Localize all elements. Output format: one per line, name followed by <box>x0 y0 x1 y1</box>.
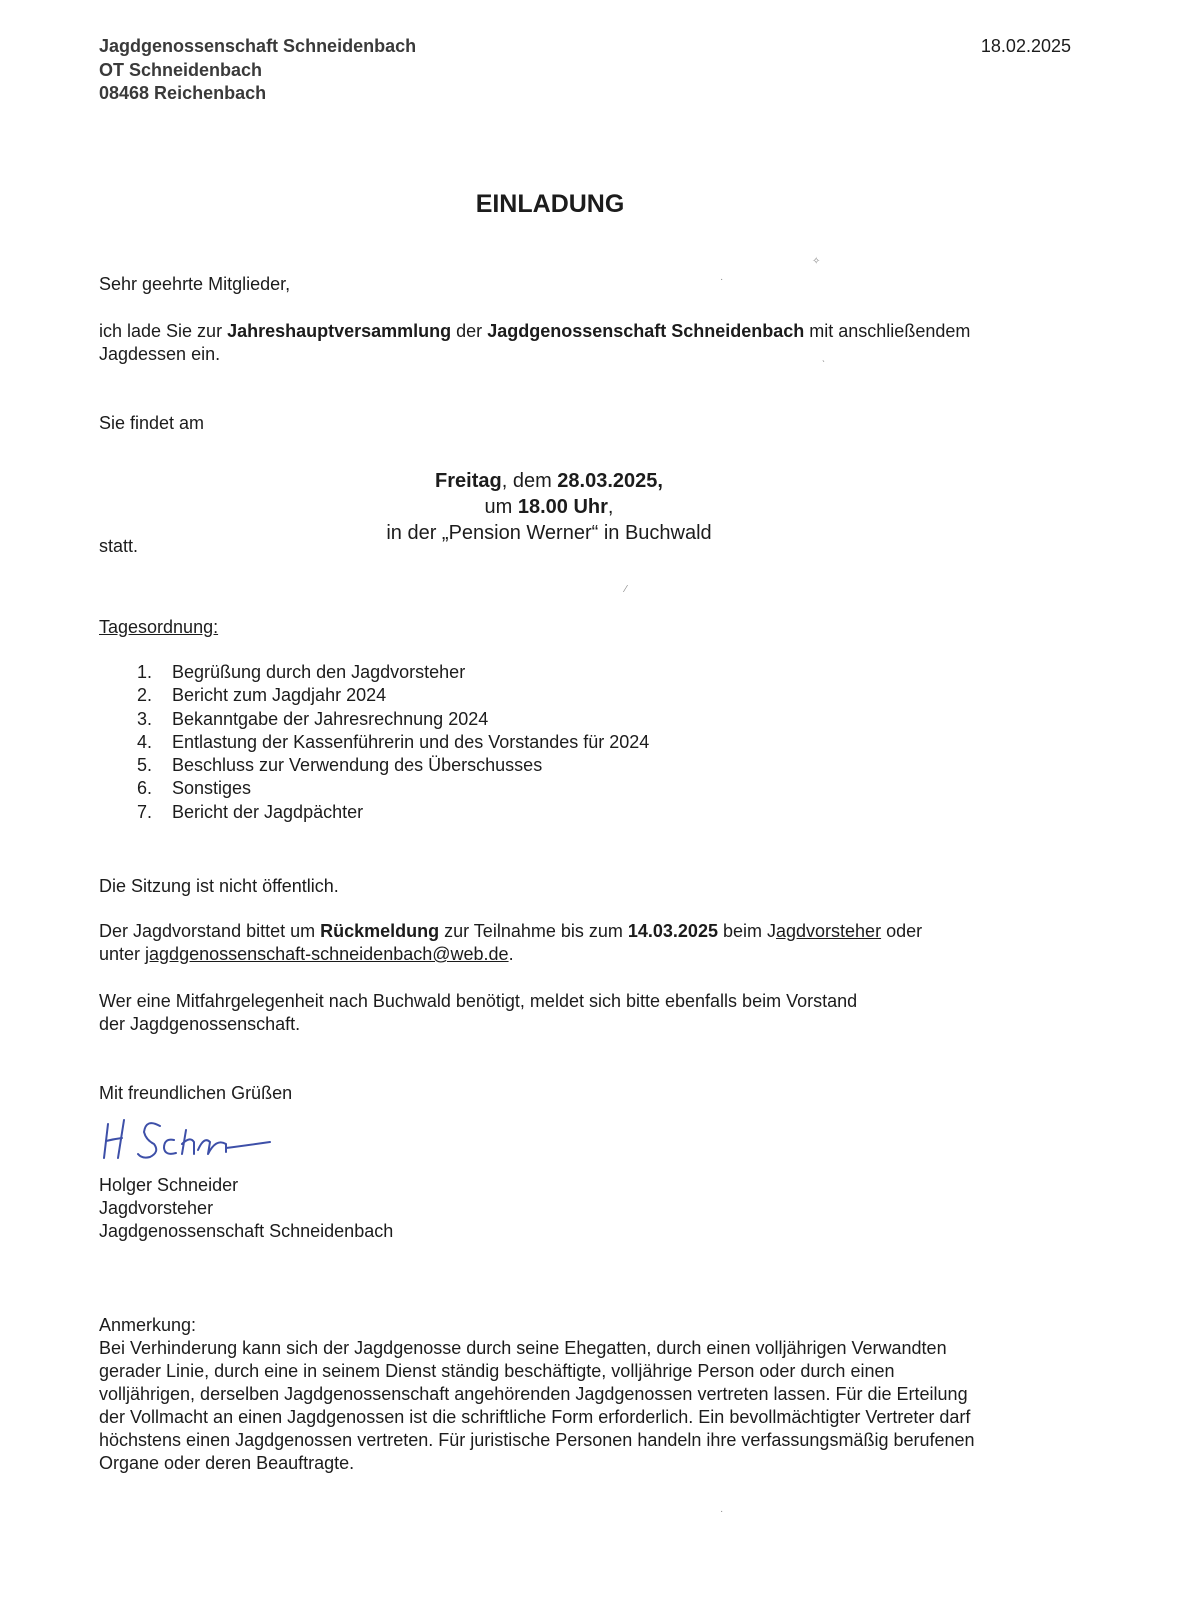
sender-address <box>99 35 416 106</box>
statt-text: statt. <box>99 536 139 556</box>
carpool-line-2: der Jagdgenossenschaft. <box>99 1014 301 1034</box>
agenda-text: Bericht der Jagdpächter <box>172 801 364 822</box>
scan-speck: ⁄ <box>625 584 627 595</box>
letter-date: 18.02.2025 <box>980 36 1071 56</box>
rsvp-text-4: oder <box>881 921 923 941</box>
agenda-item <box>137 777 649 800</box>
rsvp-line-2 <box>99 943 1079 966</box>
event-location: in der „Pension Werner“ in Buchwald <box>386 522 712 544</box>
agenda-text: Beschluss zur Verwendung des Überschusses <box>172 755 543 776</box>
agenda-item <box>137 708 649 731</box>
event-um: um <box>484 496 518 518</box>
signer-block <box>99 1174 1079 1243</box>
intro-text-2: der <box>451 321 488 341</box>
note-line: der Vollmacht an einen Jagdgenossen ist die schriftliche Form erforderlich. Ein bevollmächtigter Vertreter darf <box>99 1407 971 1427</box>
rsvp-bold-rueckmeldung: Rückmeldung <box>320 921 440 941</box>
agenda-text: Begrüßung durch den Jagdvorsteher <box>172 662 466 682</box>
agenda-num: 7. <box>137 801 153 822</box>
agenda-item <box>137 684 649 707</box>
agenda-text: Bericht zum Jagdjahr 2024 <box>172 685 387 706</box>
note-line: Organe oder deren Beauftragte. <box>99 1453 355 1473</box>
signer-name: Holger Schneider <box>99 1175 239 1195</box>
sender-district: OT Schneidenbach <box>99 59 263 80</box>
handwritten-signature <box>102 1112 272 1170</box>
signer-role: Jagdvorsteher <box>99 1198 214 1218</box>
agenda-item <box>137 661 649 684</box>
note-line: gerader Linie, durch eine in seinem Dienst ständig beschäftigte, volljährige Person oder durch einen <box>99 1361 895 1381</box>
agenda-list <box>137 661 649 824</box>
letter-title: EINLADUNG <box>475 190 625 218</box>
findet-text: Sie findet am <box>99 413 205 433</box>
scan-speck: · <box>720 274 724 285</box>
non-public-note: Die Sitzung ist nicht öffentlich. <box>99 876 339 896</box>
agenda-num: 6. <box>137 778 153 799</box>
salutation: Sehr geehrte Mitglieder, <box>99 274 291 294</box>
rsvp-text-2: zur Teilnahme bis zum <box>439 921 628 941</box>
scan-speck: · <box>720 1506 724 1517</box>
intro-line-1 <box>99 320 1079 343</box>
event-time-line <box>99 494 999 520</box>
intro-bold-meeting: Jahreshauptversammlung <box>227 321 452 341</box>
scan-speck: ˎ <box>822 352 826 363</box>
scan-speck: ✧ <box>812 256 821 267</box>
intro-text-1: ich lade Sie zur <box>99 321 228 341</box>
rsvp-text-3: beim J <box>717 921 776 941</box>
note-line: volljährigen, derselben Jagdgenossenschaft angehörenden Jagdgenossen vertreten lassen. Für die Erteilung <box>99 1384 968 1404</box>
agenda-item <box>137 754 649 777</box>
agenda-num: 5. <box>137 755 153 776</box>
rsvp-text-5: unter <box>99 944 146 964</box>
intro-text-3: mit anschließendem <box>804 321 971 341</box>
intro-paragraph <box>99 320 1079 366</box>
agenda-num: 1. <box>137 662 153 682</box>
carpool-line-1: Wer eine Mitfahrgelegenheit nach Buchwald benötigt, meldet sich bitte ebenfalls beim Vorstand <box>99 991 858 1011</box>
rsvp-paragraph <box>99 920 1079 966</box>
agenda-text: Sonstiges <box>172 778 252 799</box>
agenda-item <box>137 801 649 824</box>
email-link[interactable]: jagdgenossenschaft-schneidenbach@web.de <box>145 944 509 964</box>
event-comma: , <box>607 496 614 518</box>
signer-org: Jagdgenossenschaft Schneidenbach <box>99 1221 394 1241</box>
sender-city: 08468 Reichenbach <box>99 83 267 103</box>
rsvp-text-6: . <box>508 944 514 964</box>
agenda-num: 3. <box>137 708 153 729</box>
rsvp-text-1: Der Jagdvorstand bittet um <box>99 921 321 941</box>
event-time: 18.00 Uhr <box>517 496 608 518</box>
carpool-paragraph <box>99 990 1079 1036</box>
signature-drawing <box>102 1112 272 1164</box>
intro-bold-org: Jagdgenossenschaft Schneidenbach <box>487 321 805 341</box>
rsvp-deadline: 14.03.2025 <box>627 921 718 941</box>
rsvp-jagdvorsteher-link[interactable]: agdvorsteher <box>776 921 882 941</box>
event-day: Freitag <box>435 470 502 492</box>
event-date-line <box>99 468 999 494</box>
agenda-item <box>137 731 649 754</box>
note-title: Anmerkung: <box>99 1315 197 1335</box>
note-line: Bei Verhinderung kann sich der Jagdgenosse durch seine Ehegatten, durch einen volljährigen Verwandten <box>99 1338 947 1358</box>
agenda-num: 2. <box>137 685 153 706</box>
closing-greeting: Mit freundlichen Grüßen <box>99 1083 293 1103</box>
note-line: höchstens einen Jagdgenossen vertreten. Für juristische Personen handeln ihre verfassungsmäßig berufenen <box>99 1430 975 1450</box>
rsvp-line-1 <box>99 920 1079 943</box>
agenda-text: Bekanntgabe der Jahresrechnung 2024 <box>172 708 489 729</box>
event-date: 28.03.2025, <box>557 470 663 492</box>
note-section <box>99 1314 1079 1475</box>
agenda-text: Entlastung der Kassenführerin und des Vorstandes für 2024 <box>172 731 650 752</box>
intro-line-2: Jagdessen ein. <box>99 344 221 364</box>
agenda-title: Tagesordnung: <box>99 617 219 637</box>
event-dem: , dem <box>501 470 558 492</box>
sender-name: Jagdgenossenschaft Schneidenbach <box>99 36 417 56</box>
agenda-num: 4. <box>137 731 153 752</box>
